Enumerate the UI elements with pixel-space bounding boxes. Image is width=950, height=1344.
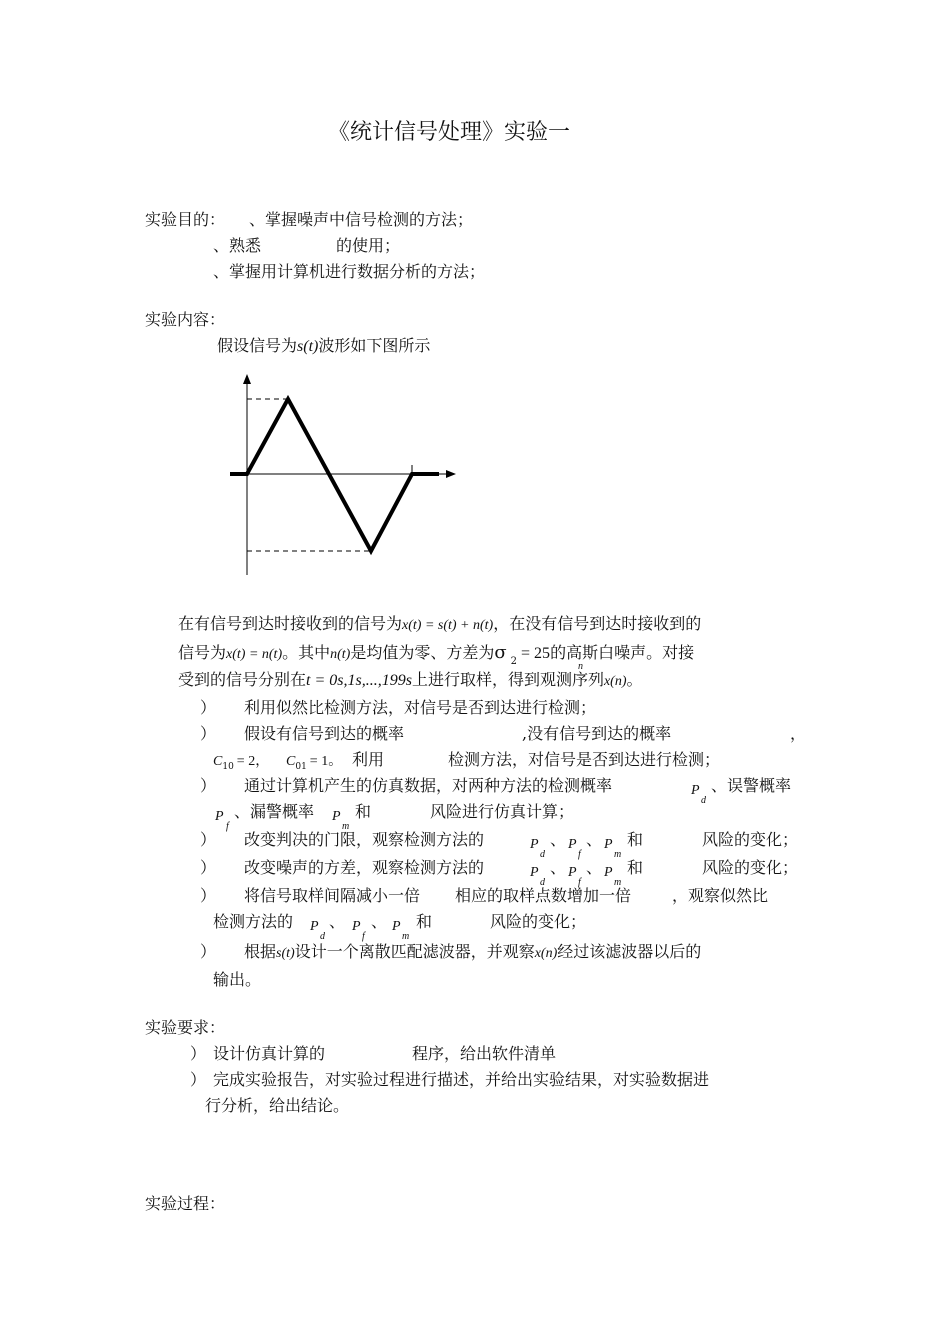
list-item-3d: 风险进行仿真计算； <box>430 802 575 821</box>
pf-sub-5: f <box>578 877 581 888</box>
cost-c10-value: = 2， <box>236 754 270 769</box>
list-item-6b: 相应的取样点数增加一倍 <box>455 886 632 905</box>
list-item-7b: 设计一个离散匹配滤波器，并观察 <box>294 942 535 961</box>
y-axis-arrow <box>243 374 251 384</box>
list-item-3-and: 和 <box>355 802 372 821</box>
req-item-2a: 完成实验报告，对实验过程进行描述，并给出实验结果，对实验数据进 <box>213 1070 710 1089</box>
p3-text: 受到的信号分别在 <box>178 670 307 689</box>
req-paren-2: ） <box>190 1070 207 1089</box>
sep-5b: 、 <box>586 858 603 877</box>
pd-symbol-5: P <box>530 865 539 880</box>
sigma-symbol: σ <box>494 642 507 663</box>
intro-text: 假设信号为 <box>217 336 298 355</box>
and-6: 和 <box>416 912 433 931</box>
pm-symbol: P <box>332 809 341 824</box>
pd-symbol-4: P <box>530 837 539 852</box>
p3-n-mark: n <box>578 661 583 672</box>
and-4: 和 <box>627 830 644 849</box>
req-paren-1: ） <box>190 1044 207 1063</box>
pm-symbol-6: P <box>392 919 401 934</box>
sep-6a: 、 <box>329 912 346 931</box>
p2-formula: x(t) = n(t) <box>226 647 283 662</box>
observation-sequence: x(n) <box>603 674 627 689</box>
p1-text-end: ，在没有信号到达时接收到的 <box>493 614 702 633</box>
pd-symbol: P <box>691 783 700 798</box>
p2-text-end: 的高斯白噪声。对接 <box>550 643 695 662</box>
pf-symbol: P <box>215 809 224 824</box>
p1-formula: x(t) = s(t) + n(t) <box>402 618 494 633</box>
signal-curve <box>230 399 439 551</box>
cost-c01: C <box>286 754 296 769</box>
p2-text-b: 。其中 <box>282 643 331 662</box>
list-item-7d: 输出。 <box>213 970 262 989</box>
list-item-7a: 根据 <box>244 942 277 961</box>
req-item-1b: 程序，给出软件清单 <box>412 1044 557 1063</box>
sep-5a: 、 <box>550 858 567 877</box>
risk-5: 风险的变化； <box>702 858 799 877</box>
pm-symbol-4: P <box>604 837 613 852</box>
pf-sub: f <box>226 821 229 832</box>
req-item-1a: 设计仿真计算的 <box>213 1044 326 1063</box>
list-item-2b: ,没有信号到达的概率 <box>522 724 672 743</box>
pm-sub-4: m <box>614 849 622 860</box>
list-item-6d: 检测方法的 <box>213 912 294 931</box>
p2-text: 信号为 <box>178 643 227 662</box>
content-label: 实验内容： <box>145 310 226 329</box>
pf-symbol-4: P <box>568 837 577 852</box>
process-label: 实验过程： <box>145 1194 226 1213</box>
pd-sub: d <box>701 795 706 806</box>
p1-text: 在有信号到达时接收到的信号为 <box>178 614 403 633</box>
list-paren-7: ） <box>200 942 217 961</box>
pf-sub-6: f <box>362 931 365 942</box>
p2-noise-symbol: n(t) <box>330 647 351 662</box>
p3-text-c: 得到观测序列 <box>507 670 604 689</box>
pf-symbol-5: P <box>568 865 577 880</box>
list-paren-6: ） <box>200 886 217 905</box>
pf-symbol-6: P <box>352 919 361 934</box>
p3-text-end: 。 <box>626 670 643 689</box>
list-paren-2: ） <box>200 724 217 743</box>
variance-value: = 25 <box>521 645 551 662</box>
pd-sub-6: d <box>320 931 325 942</box>
p2-text-c: 是均值为零、方差为 <box>350 643 495 662</box>
intro-symbol: s(t) <box>297 338 319 355</box>
and-5: 和 <box>627 858 644 877</box>
page-title: 《统计信号处理》实验一 <box>328 120 571 145</box>
list-item-6c: ，观察似然比 <box>672 886 769 905</box>
list-paren-3: ） <box>200 776 217 795</box>
signal-waveform-figure <box>225 370 465 580</box>
sigma-exponent: 2 <box>510 656 518 667</box>
list-item-2c: ， <box>790 724 807 743</box>
p3-text-b: 上进行取样， <box>411 670 508 689</box>
cost-c01-sub: 01 <box>295 762 307 772</box>
list-item-6a: 将信号取样间隔减小一倍 <box>244 886 421 905</box>
pf-sub-4: f <box>578 849 581 860</box>
purpose-item-1: 、掌握噪声中信号检测的方法； <box>249 210 474 229</box>
list-item-3a: 通过计算机产生的仿真数据，对两种方法的检测概率 <box>244 776 613 795</box>
list-item-2e: 检测方法，对信号是否到达进行检测； <box>448 750 721 769</box>
list-item-2d: 利用 <box>352 750 385 769</box>
pm-sub: m <box>342 821 350 832</box>
list-item-1: 利用似然比检测方法，对信号是否到达进行检测； <box>244 698 597 717</box>
pd-symbol-6: P <box>310 919 319 934</box>
sep-4a: 、 <box>550 830 567 849</box>
sep-4b: 、 <box>586 830 603 849</box>
list-item-4a: 改变判决的门限，观察检测方法的 <box>244 830 485 849</box>
list-item-7-signal: s(t) <box>276 946 295 961</box>
sampling-times: t = 0s,1s,...,199s <box>306 672 412 689</box>
list-item-5a: 改变噪声的方差，观察检测方法的 <box>244 858 485 877</box>
cost-c10-sub: 10 <box>222 762 234 772</box>
list-item-3b: 、误警概率 <box>711 776 792 795</box>
list-item-2a: 假设有信号到达的概率 <box>244 724 405 743</box>
intro-text-end: 波形如下图所示 <box>318 336 431 355</box>
requirements-label: 实验要求： <box>145 1018 226 1037</box>
purpose-item-2b: 的使用； <box>336 236 401 255</box>
list-item-3c: 、漏警概率 <box>234 802 315 821</box>
pm-sub-5: m <box>614 877 622 888</box>
list-item-7c: 经过该滤波器以后的 <box>557 942 702 961</box>
cost-c10: C <box>213 754 223 769</box>
risk-6: 风险的变化； <box>490 912 587 931</box>
pm-symbol-5: P <box>604 865 613 880</box>
list-paren-5: ） <box>200 858 217 877</box>
pm-sub-6: m <box>402 931 410 942</box>
sep-6b: 、 <box>371 912 388 931</box>
purpose-label: 实验目的： <box>145 210 226 229</box>
pd-sub-4: d <box>540 849 545 860</box>
purpose-item-3: 、掌握用计算机进行数据分析的方法； <box>213 262 486 281</box>
req-item-2b: 行分析，给出结论。 <box>205 1096 350 1115</box>
x-axis-arrow <box>446 470 456 478</box>
purpose-item-2a: 、熟悉 <box>213 236 262 255</box>
list-paren-4: ） <box>200 830 217 849</box>
list-item-7-seq: x(n) <box>534 946 558 961</box>
pd-sub-5: d <box>540 877 545 888</box>
cost-c01-value: = 1。 <box>309 754 343 769</box>
list-paren-1: ） <box>200 698 217 717</box>
risk-4: 风险的变化； <box>702 830 799 849</box>
